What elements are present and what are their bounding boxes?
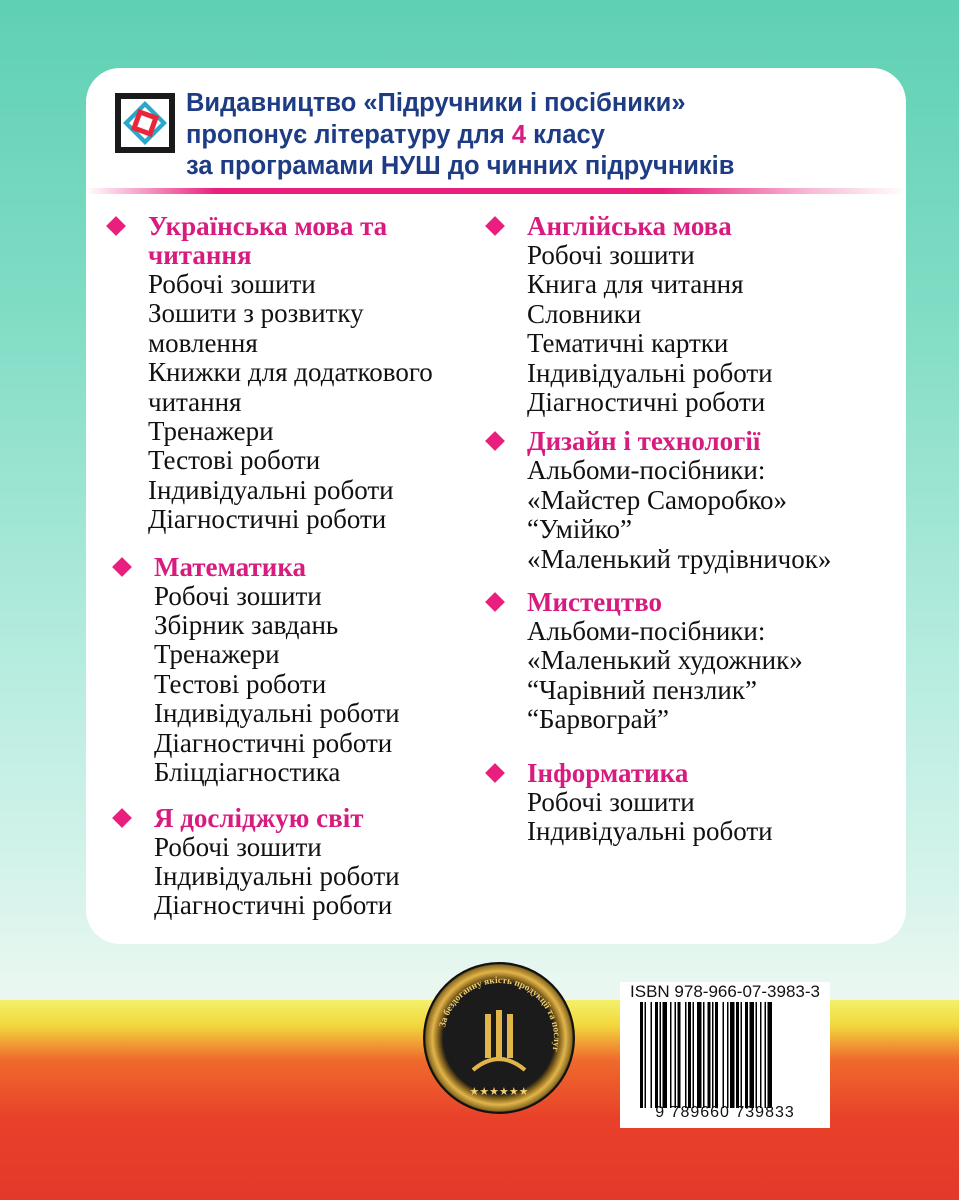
section-ukrainian [106, 212, 486, 535]
section-title [485, 212, 895, 241]
publisher-logo-icon [114, 92, 176, 154]
diamond-bullet-icon [485, 592, 505, 612]
header-divider [86, 188, 906, 194]
section-title [485, 588, 895, 617]
list-item: Діагностичні роботи [154, 890, 393, 921]
section-title-text: Англійська мова [527, 211, 732, 241]
section-title-text: Інформатика [527, 757, 689, 788]
list-item: “Умійко” [527, 514, 632, 545]
section-title-text: Я досліджую світ [154, 802, 364, 833]
list-item: Тематичні картки [527, 328, 729, 359]
header-line-3: за програмами НУШ до чинних підручників [186, 152, 735, 180]
section-title [485, 759, 895, 788]
list-item: Робочі зошити [527, 240, 695, 270]
diamond-bullet-icon [106, 216, 126, 236]
list-item: “Чарівний пензлик” [527, 674, 757, 705]
section-informatics [485, 759, 895, 847]
svg-text:★★★★★★: ★★★★★★ [469, 1086, 529, 1098]
grade-number: 4 [511, 120, 527, 149]
item-list [485, 241, 895, 417]
list-item: Робочі зошити [154, 580, 322, 611]
item-list [485, 617, 895, 735]
list-item: Діагностичні роботи [148, 504, 387, 535]
list-item: Індивідуальні роботи [527, 357, 773, 388]
section-math [106, 553, 486, 788]
left-column [106, 212, 486, 921]
right-column [485, 212, 895, 847]
list-item: Тестові роботи [148, 445, 321, 476]
section-art [485, 588, 895, 735]
seal-ring-text: За бездоганну якість продукції та послуг [438, 975, 562, 1053]
list-item: Індивідуальні роботи [154, 860, 400, 891]
section-title-text: Українська мова та читання [148, 211, 388, 270]
diamond-bullet-icon [485, 763, 505, 783]
item-list [106, 833, 486, 921]
list-item: Робочі зошити [154, 831, 322, 862]
list-item: Індивідуальні роботи [527, 816, 773, 847]
seal-emblem-icon [423, 962, 575, 1114]
item-list [485, 788, 895, 847]
section-title [106, 553, 486, 582]
diamond-bullet-icon [112, 557, 132, 577]
list-item: Бліцдіагностика [154, 757, 341, 788]
list-item: Альбоми-посібники: [527, 455, 766, 486]
diamond-bullet-icon [485, 432, 505, 452]
list-item: Робочі зошити [527, 786, 695, 817]
item-list [106, 582, 486, 788]
section-title [106, 804, 486, 833]
section-title [485, 427, 895, 456]
header-line-2-text: пропонує літературу для [186, 120, 512, 149]
section-title [106, 212, 486, 270]
list-item: Зошити з розвитку мовлення [148, 298, 364, 358]
quality-seal-icon [423, 962, 575, 1114]
section-design [485, 427, 895, 574]
list-item: Тренажери [148, 416, 274, 447]
section-title-text: Мистецтво [527, 587, 662, 618]
list-item: Словники [527, 298, 642, 329]
list-item: «Майстер Саморобко» [527, 484, 788, 515]
barcode-block [620, 982, 830, 1128]
header-line-2-suffix: класу [526, 120, 605, 149]
barcode-icon [640, 1002, 820, 1108]
list-item: Збірник завдань [154, 610, 339, 641]
diamond-bullet-icon [112, 808, 132, 828]
list-item: Тестові роботи [154, 668, 327, 699]
item-list [485, 456, 895, 574]
section-title-text: Дизайн і технології [527, 426, 761, 457]
list-item: Робочі зошити [148, 269, 316, 299]
list-item: Альбоми-посібники: [527, 616, 766, 647]
diamond-bullet-icon [485, 216, 505, 236]
list-item: Індивідуальні роботи [148, 474, 394, 505]
isbn-label: ISBN 978-966-07-3983-3 [630, 982, 820, 1001]
header-line-1: Видавництво «Підручники і посібники» [186, 89, 686, 117]
list-item: “Барвограй” [527, 704, 670, 735]
publisher-header [186, 88, 846, 183]
list-item: «Маленький трудівничок» [527, 543, 832, 574]
header-line-2 [186, 120, 846, 152]
list-item: Книга для читання [527, 269, 744, 300]
list-item: «Маленький художник» [527, 645, 803, 676]
item-list [106, 270, 486, 535]
barcode-digits: 9 789660 739833 [655, 1104, 795, 1121]
section-english [485, 212, 895, 417]
section-world [106, 804, 486, 921]
list-item: Індивідуальні роботи [154, 698, 400, 729]
list-item: Тренажери [154, 639, 280, 670]
list-item: Діагностичні роботи [154, 727, 393, 758]
list-item: Книжки для додаткового читання [148, 357, 433, 417]
list-item: Діагностичні роботи [527, 387, 766, 418]
section-title-text: Математика [154, 551, 307, 582]
